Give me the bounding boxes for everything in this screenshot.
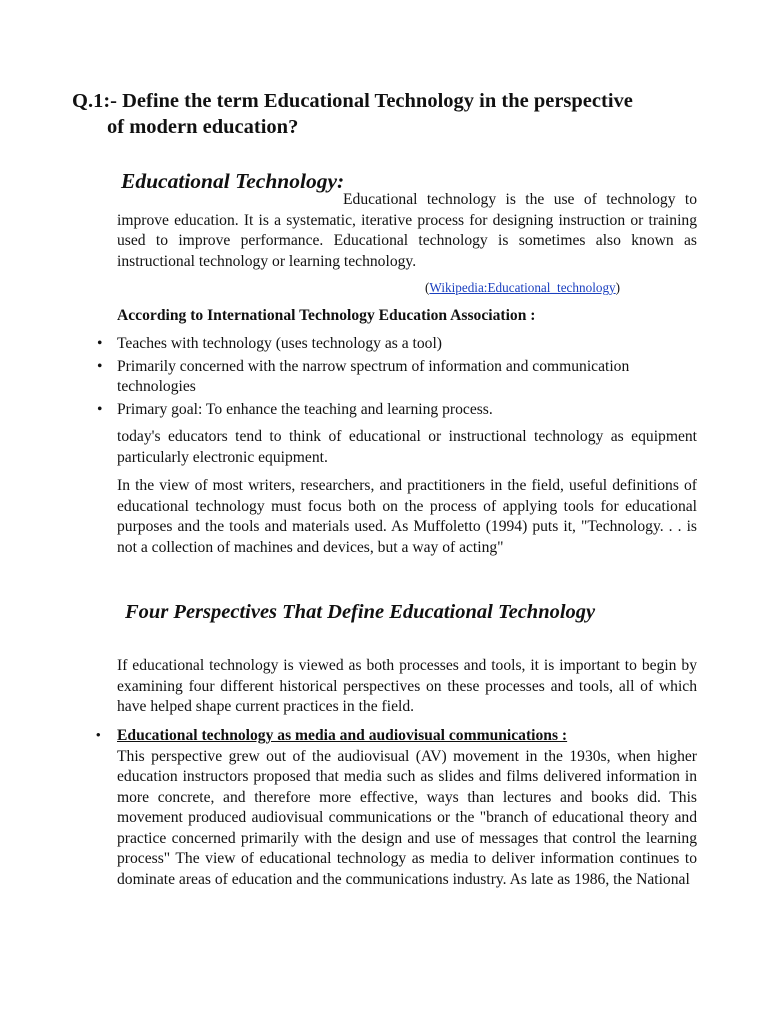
writers-view-paragraph: In the view of most writers, researchers, and practitioners in the field, useful definitions of educational technology must focus both on the process of applying tools for educational purposes and the tools and materials used. As Muffoletto (1994) puts it, "Technology. . . is not a collection of machines and devices, but a way of acting" <box>117 477 697 556</box>
bullet-icon: • <box>97 357 103 375</box>
media-av-perspective <box>96 726 697 890</box>
list-item <box>97 400 697 421</box>
bullet-icon: • <box>96 727 101 742</box>
wikipedia-citation-link[interactable]: Wikipedia:Educational_technology <box>429 280 616 295</box>
association-heading: According to International Technology Education Association : <box>117 307 536 324</box>
list-item-text: Primarily concerned with the narrow spectrum of information and communication technologies <box>117 357 630 395</box>
question-line-1 <box>72 88 712 114</box>
list-item-text: Primary goal: To enhance the teaching and learning process. <box>117 400 493 418</box>
question-title <box>72 88 712 140</box>
educators-paragraph: today's educators tend to think of educational or instructional technology as equipment particularly electronic equipment. <box>117 428 697 466</box>
media-av-paragraph: This perspective grew out of the audiovisual (AV) movement in the 1930s, when higher education instructors proposed that media such as slides and films delivered information in more concrete, and therefore more effective, ways than lectures and books did. This movement produced audiovisual communications or the "branch of educational theory and practice concerned primarily with the design and use of messages that control the learning process" The view of educational technology as media to deliver information continues to dominate areas of education and the communications industry. As late as 1986, the National <box>117 747 697 888</box>
citation-open-paren: ( <box>425 280 430 295</box>
list-item-text: Teaches with technology (uses technology as a tool) <box>117 335 442 352</box>
media-av-heading <box>96 726 697 747</box>
association-bullet-list <box>97 334 697 422</box>
citation-close-paren: ) <box>615 280 621 295</box>
list-item <box>97 334 697 355</box>
question-text-line-2: of modern education? <box>107 116 299 138</box>
section-heading-educational-technology: Educational Technology: <box>121 169 345 193</box>
bullet-icon: • <box>97 400 103 418</box>
bullet-icon: • <box>97 335 103 352</box>
media-av-heading-text: Educational technology as media and audiovisual communications : <box>117 727 568 744</box>
perspectives-intro-paragraph: If educational technology is viewed as both processes and tools, it is important to begin by examining four different historical perspectives on these processes and tools, all of which have helped shape current practices in the field. <box>117 657 697 715</box>
question-label: Q.1:- <box>72 90 117 112</box>
list-item <box>97 357 697 398</box>
definition-paragraph: Educational technology is the use of technology to improve education. It is a systematic, iterative process for designing instruction or training used to improve performance. Educational technology is sometimes also known as instructional technology or learning technology. <box>117 191 697 270</box>
section-heading-four-perspectives: Four Perspectives That Define Educational Technology <box>125 601 596 623</box>
citation <box>425 278 620 298</box>
question-text-line-1: Define the term Educational Technology in the perspective <box>116 90 633 112</box>
